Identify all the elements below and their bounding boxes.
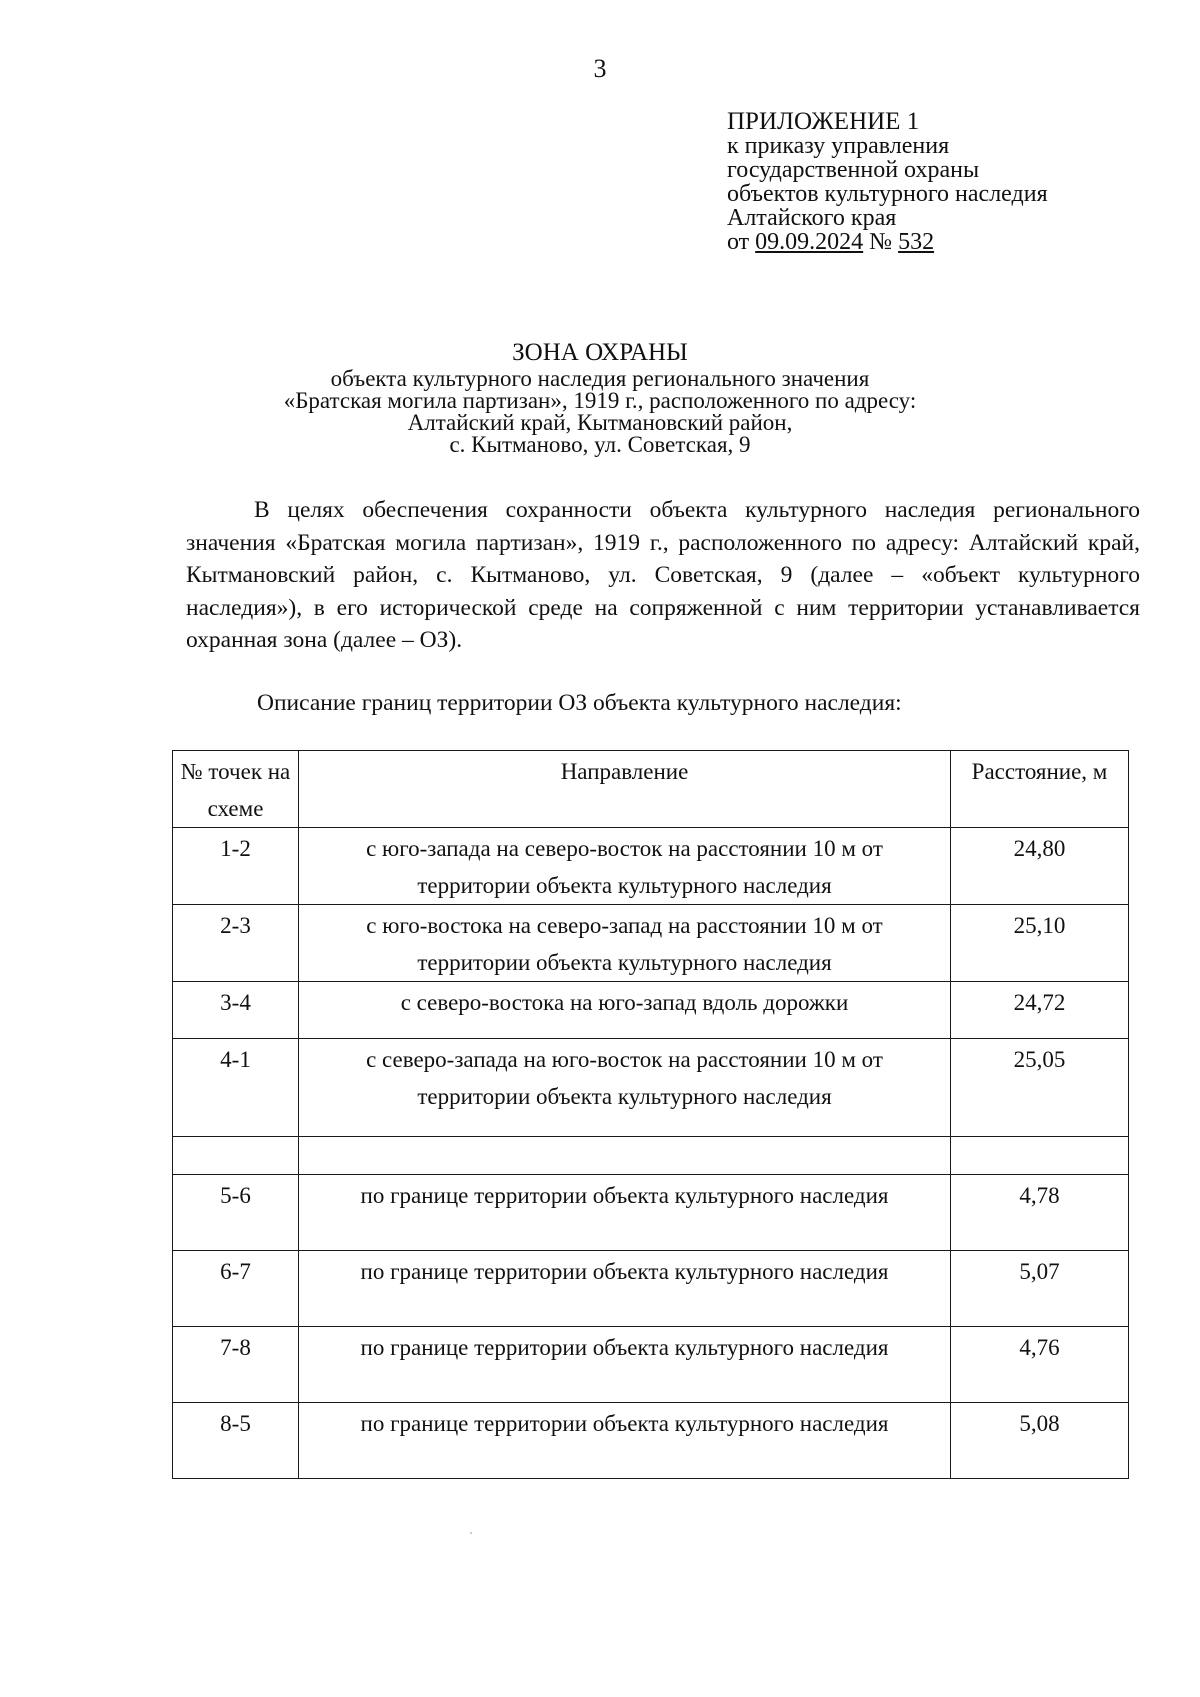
appendix-heading: ПРИЛОЖЕНИЕ 1: [727, 108, 920, 135]
cell-direction: с северо-востока на юго-запад вдоль дорожки: [299, 982, 951, 1039]
cell-direction: по границе территории объекта культурного наследия: [299, 1403, 951, 1479]
cell-points: 8-5: [173, 1403, 299, 1479]
table-row: [173, 1327, 1129, 1403]
title-line: Алтайский край, Кытмановский район,: [407, 410, 793, 435]
order-date: 09.09.2024: [755, 229, 864, 255]
cell-distance: 24,80: [951, 828, 1129, 905]
cell-distance: 25,05: [951, 1039, 1129, 1137]
header-distance: Расстояние, м: [951, 751, 1129, 828]
cell-points: 7-8: [173, 1327, 299, 1403]
cell-distance: 25,10: [951, 905, 1129, 982]
appendix-line: государственной охраны: [727, 157, 980, 183]
cell-distance: 4,78: [951, 1175, 1129, 1251]
table-row: [173, 982, 1129, 1039]
table-row: [173, 1251, 1129, 1327]
cell-direction: с северо-запада на юго-восток на расстоянии 10 м от территории объекта культурного наследия: [299, 1039, 951, 1137]
cell-distance: 4,76: [951, 1327, 1129, 1403]
header-direction: Направление: [299, 751, 951, 828]
number-prefix: №: [863, 229, 899, 255]
cell-direction: с юго-запада на северо-восток на расстоянии 10 м от территории объекта культурного наследия: [299, 828, 951, 905]
cell-points: 3-4: [173, 982, 299, 1039]
cell-points: 2-3: [173, 905, 299, 982]
title-line: «Братская могила партизан», 1919 г., расположенного по адресу:: [283, 388, 917, 413]
cell-points: 5-6: [173, 1175, 299, 1251]
table-row: [173, 1175, 1129, 1251]
cell-points: 1-2: [173, 828, 299, 905]
table-row: [173, 1039, 1129, 1137]
borders-table: [172, 750, 1129, 1479]
appendix-line: к приказу управления: [727, 133, 950, 159]
document-title: ЗОНА ОХРАНЫ: [512, 339, 688, 366]
cell-direction: по границе территории объекта культурного наследия: [299, 1175, 951, 1251]
table-caption: Описание границ территории ОЗ объекта культурного наследия:: [257, 690, 902, 716]
cell-direction: по границе территории объекта культурного наследия: [299, 1251, 951, 1327]
cell-distance: [951, 1137, 1129, 1175]
cell-distance: 5,08: [951, 1403, 1129, 1479]
appendix-line: Алтайского края: [727, 205, 897, 231]
scan-speck: [470, 1532, 472, 1534]
table-row: [173, 1403, 1129, 1479]
title-line: с. Кытманово, ул. Советская, 9: [449, 432, 751, 457]
body-paragraph: В целях обеспечения сохранности объекта культурного наследия регионального значения «Братская могила партизан», 1919 г., расположенного по адресу: Алтайский край, Кытмановский район, с. Кытманово, ул. Советская, 9 (далее – «объект культурного наследия»), в его исторической среде на сопряженной с ним территории устанавливается охранная зона (далее – ОЗ).: [186, 497, 1140, 653]
appendix-line: объектов культурного наследия: [727, 181, 1048, 207]
cell-distance: 24,72: [951, 982, 1129, 1039]
table-row: [173, 905, 1129, 982]
cell-direction: по границе территории объекта культурного наследия: [299, 1327, 951, 1403]
cell-distance: 5,07: [951, 1251, 1129, 1327]
cell-direction: [299, 1137, 951, 1175]
cell-points: 6-7: [173, 1251, 299, 1327]
table-header-row: [173, 751, 1129, 828]
title-line: объекта культурного наследия регионального значения: [330, 366, 870, 391]
appendix-block: [727, 110, 1048, 254]
table-row-empty: [173, 1137, 1129, 1175]
cell-points: [173, 1137, 299, 1175]
header-points: № точек на схеме: [173, 751, 299, 828]
order-number: 532: [898, 229, 935, 255]
page-number: 3: [593, 54, 607, 83]
appendix-date-line: [727, 230, 1048, 254]
cell-direction: с юго-востока на северо-запад на расстоянии 10 м от территории объекта культурного наследия: [299, 905, 951, 982]
table-row: [173, 828, 1129, 905]
cell-points: 4-1: [173, 1039, 299, 1137]
date-prefix: от: [727, 229, 756, 255]
title-block: [160, 338, 1040, 456]
